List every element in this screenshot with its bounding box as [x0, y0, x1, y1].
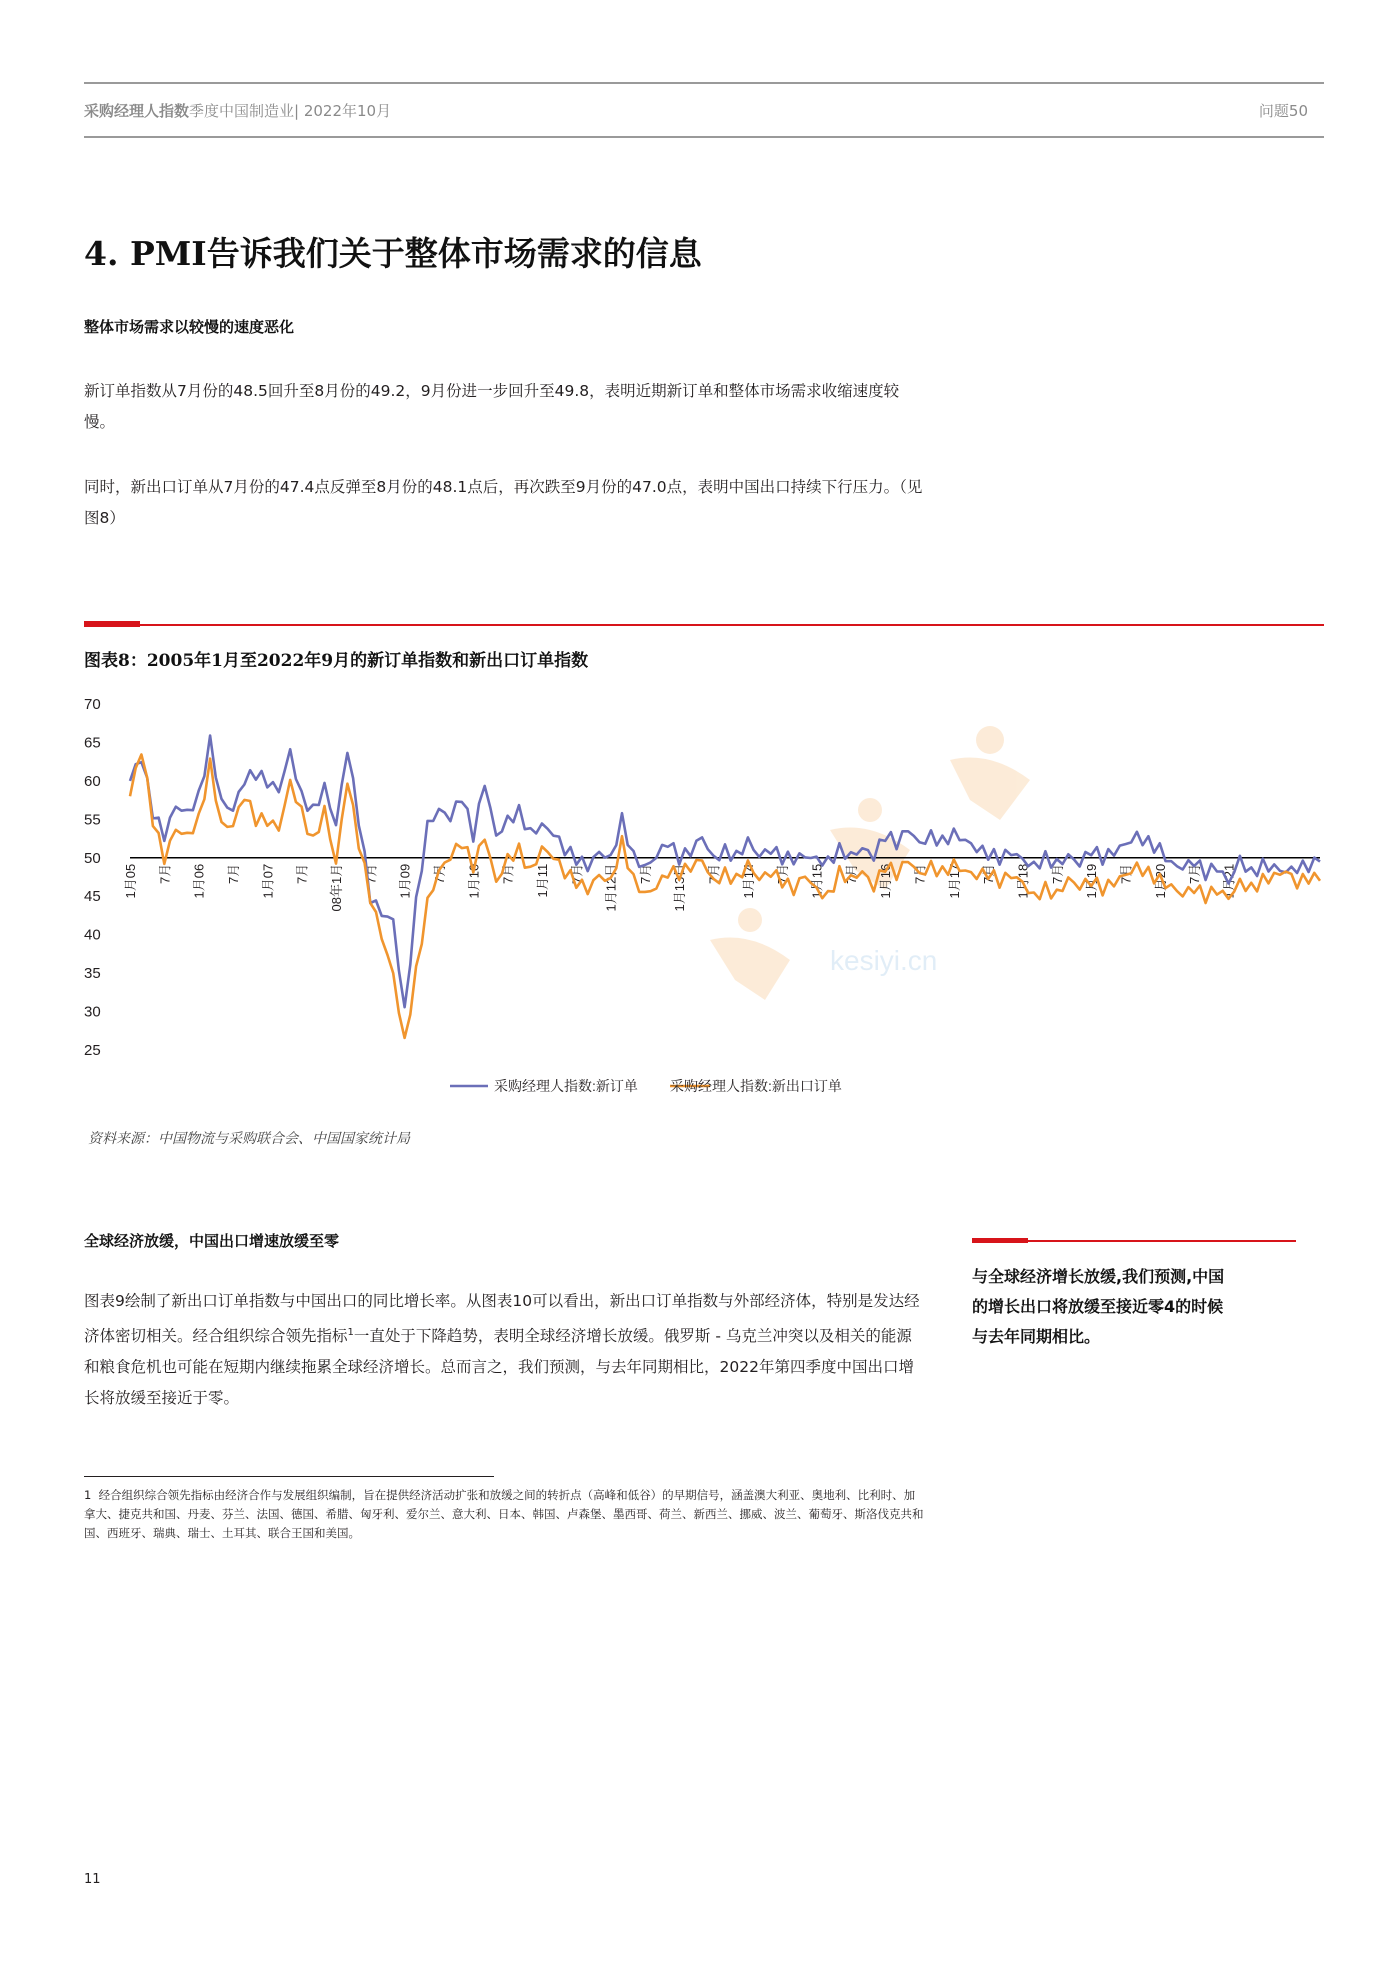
- footnote-number: 1: [84, 1488, 92, 1502]
- paragraph-export-orders: 同时，新出口订单从7月份的47.4点反弹至8月份的48.1点后，再次跌至9月份的47.0点，表明中国出口持续下行压力。（见图8）: [84, 478, 923, 527]
- sidebar-quote: 与全球经济增长放缓,我们预测,中国的增长出口将放缓至接近零4的时候与去年同期相比。: [972, 1267, 1225, 1346]
- figure-title: 图表8：2005年1月至2022年9月的新订单指数和新出口订单指数: [84, 651, 589, 671]
- x-tick-label: 7月: [706, 863, 722, 885]
- figure-source: 资料来源：中国物流与采购联合会、中国国家统计局: [88, 1131, 410, 1147]
- y-tick-label: 25: [84, 1042, 101, 1059]
- x-tick-label: 7月: [500, 863, 516, 885]
- x-tick-label: 7月: [431, 863, 447, 885]
- footnote-text: 经合组织综合领先指标由经济合作与发展组织编制，旨在提供经济活动扩张和放缓之间的转折点（高峰和低谷）的早期信号，涵盖澳大利亚、奥地利、比利时、加拿大、捷克共和国、丹麦、芬兰、法国、德国、希腊、匈牙利、爱尔兰、意大利、日本、韩国、卢森堡、墨西哥、荷兰、新西兰、挪威、波兰、葡萄牙、斯洛伐克共和国、西班牙、瑞典、瑞士、土耳其、联合王国和美国。: [84, 1488, 924, 1540]
- x-tick-label: 1月14: [740, 863, 756, 899]
- x-tick-label: 1月05: [123, 863, 138, 899]
- section-subtitle: 整体市场需求以较慢的速度恶化: [84, 318, 295, 336]
- footnote: [84, 1486, 924, 1543]
- x-tick-label: 7月: [843, 863, 859, 885]
- y-tick-label: 45: [84, 888, 101, 906]
- x-tick-label: 1月21: [1221, 863, 1237, 899]
- paragraph-global-slowdown: [84, 1286, 924, 1414]
- report-name: 采购经理人指数: [84, 102, 190, 120]
- x-tick-label: 1月18: [1015, 863, 1031, 899]
- x-tick-label: 1月20: [1152, 863, 1168, 899]
- x-tick-label: 7月: [1187, 863, 1203, 885]
- footnote-ref[interactable]: 1: [347, 1327, 354, 1338]
- issue-number: 问题50: [1258, 102, 1308, 120]
- x-tick-label: 1月10: [466, 863, 482, 899]
- x-tick-label: 1月11: [534, 863, 550, 898]
- footnote-rule: [84, 1476, 494, 1477]
- x-tick-label: 7月: [775, 863, 791, 885]
- figure-rule: [84, 624, 1324, 626]
- x-tick-label: 7月: [912, 863, 928, 885]
- x-tick-label: 7月: [157, 863, 173, 885]
- x-tick-label: 7月: [363, 863, 379, 885]
- x-tick-label: 7月: [981, 863, 997, 885]
- x-tick-label: 7月: [1118, 863, 1134, 885]
- y-tick-label: 40: [84, 926, 101, 944]
- x-tick-label: 1月09: [397, 863, 413, 899]
- report-header: [84, 100, 391, 121]
- sidebar-accent-bar: [972, 1238, 1028, 1243]
- header-bottom-rule: [84, 136, 1324, 138]
- x-tick-label: 08年1月: [328, 863, 344, 912]
- section-title: 4. PMI告诉我们关于整体市场需求的信息: [84, 234, 702, 273]
- figure-accent-bar: [84, 621, 140, 627]
- page-number: 11: [84, 1872, 101, 1887]
- y-tick-label: 60: [84, 772, 101, 790]
- x-tick-label: 7月: [225, 863, 241, 885]
- y-tick-label: 50: [84, 849, 101, 867]
- x-tick-label: 1月17: [946, 863, 962, 899]
- x-tick-label: 1月12日: [603, 863, 619, 912]
- x-tick-label: 7月: [637, 863, 653, 885]
- x-tick-label: 7月: [1049, 863, 1065, 885]
- series-line-new-export-orders: [130, 755, 1320, 1038]
- y-tick-label: 35: [84, 965, 101, 983]
- y-tick-label: 65: [84, 734, 101, 752]
- x-tick-label: 1月16: [878, 863, 894, 899]
- x-tick-label: 7月: [569, 863, 585, 885]
- header-top-rule: [84, 82, 1324, 84]
- section2-subtitle: 全球经济放缓，中国出口增速放缓至零: [84, 1232, 340, 1250]
- report-period: 季度中国制造业| 2022年10月: [189, 102, 392, 120]
- y-tick-label: 55: [84, 811, 101, 829]
- watermark: [710, 726, 1030, 1000]
- legend-label-new-export-orders: 采购经理人指数:新出口订单: [670, 1078, 842, 1094]
- paragraph-new-orders: 新订单指数从7月份的48.5回升至8月份的49.2，9月份进一步回升至49.8，表明近期新订单和整体市场需求收缩速度较慢。: [84, 382, 900, 431]
- x-tick-label: 1月06: [191, 863, 207, 899]
- legend-label-new-orders: 采购经理人指数:新订单: [494, 1078, 638, 1094]
- y-tick-label: 30: [84, 1003, 101, 1021]
- x-tick-label: 1月19: [1084, 863, 1100, 899]
- x-tick-label: 1月13日: [672, 863, 688, 912]
- paragraph-global-slowdown-tail: 一直处于下降趋势，表明全球经济增长放缓。俄罗斯 - 乌克兰冲突以及相关的能源和粮食危机也可能在短期内继续拖累全球经济增长。总而言之，我们预测，与去年同期相比，2022年第四季度中国出口增长将放缓至接近于零。: [84, 1327, 914, 1408]
- x-tick-label: 7月: [294, 863, 310, 885]
- x-tick-label: 1月07: [260, 863, 276, 899]
- x-tick-label: 1月15: [809, 863, 825, 899]
- svg-text:kesiyi.cn: kesiyi.cn: [830, 945, 938, 976]
- paragraph-global-slowdown-text: 图表9绘制了新出口订单指数与中国出口的同比增长率。从图表10可以看出，新出口订单指数与外部经济体，特别是发达经济体密切相关。经合组织综合领先指标: [84, 1292, 920, 1346]
- line-chart: [70, 690, 1340, 1110]
- y-tick-label: 70: [84, 696, 101, 713]
